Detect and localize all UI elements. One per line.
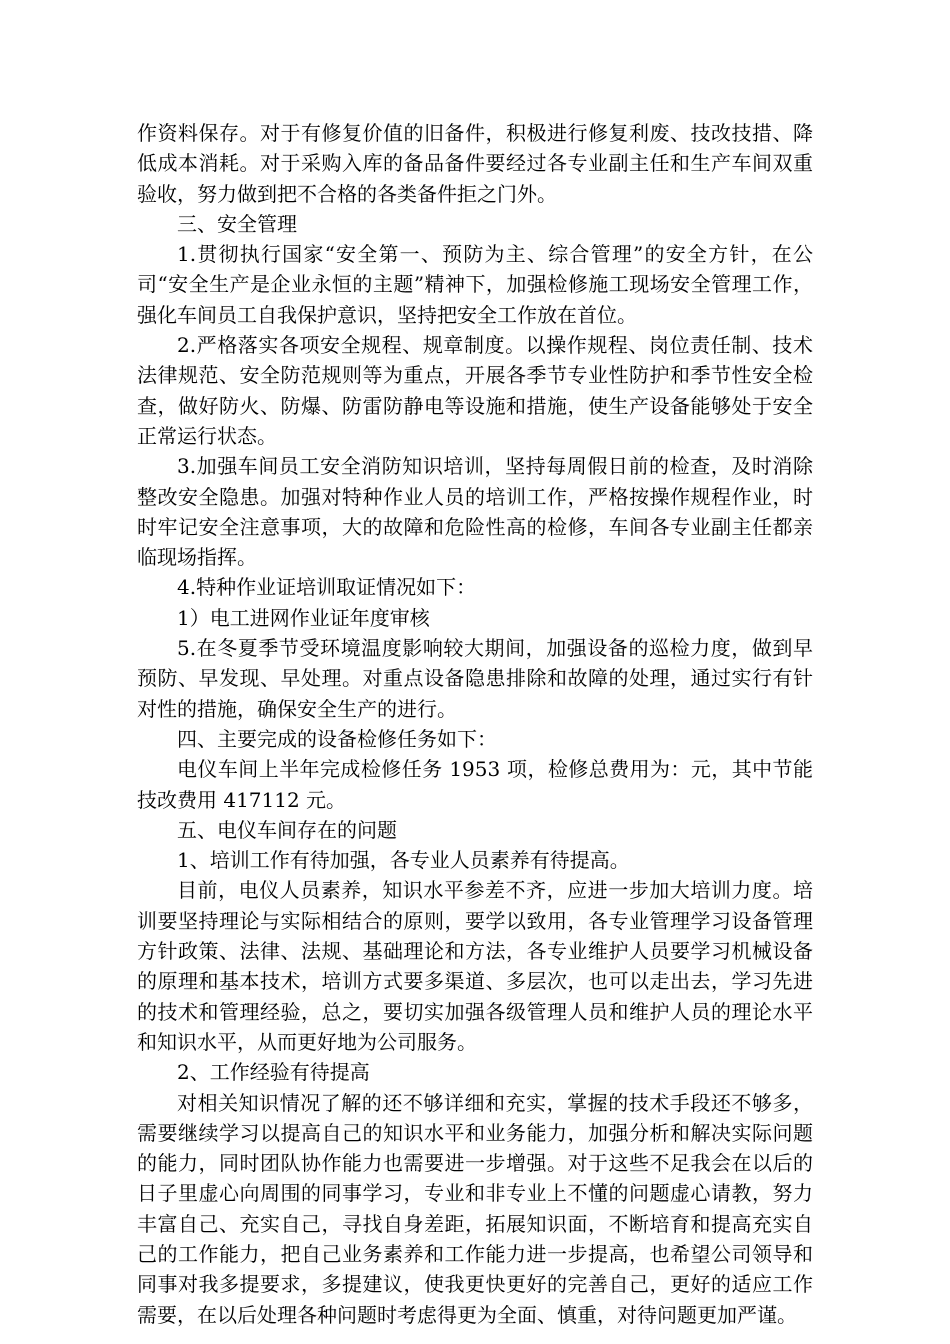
paragraph-item-4: 4.特种作业证培训取证情况如下：	[177, 575, 477, 600]
paragraph-item-2: 2.严格落实各项安全规程、规章制度。以操作规程、岗位责任制、技术法律规范、安全防范规则等为重点，开展各季节专业性防护和季节性安全检查，做好防火、防爆、防雷防静电等设施和措施，使生产设备能够处于安全正常运行状态。	[137, 333, 813, 448]
paragraph-maintenance-summary: 电仪车间上半年完成检修任务 1953 项，检修总费用为：元，其中节能技改费用 417112 元。	[137, 757, 813, 812]
problem-heading-2: 2、工作经验有待提高	[177, 1060, 370, 1085]
paragraph-item-1: 1.贯彻执行国家“安全第一、预防为主、综合管理”的安全方针，在公司“安全生产是企业永恒的主题”精神下，加强检修施工现场安全管理工作，强化车间员工自我保护意识，坚持把安全工作放在首位。	[137, 242, 813, 327]
section-heading-problems: 五、电仪车间存在的问题	[177, 817, 397, 842]
paragraph-continuation: 作资料保存。对于有修复价值的旧备件，积极进行修复利废、技改技措、降低成本消耗。对于采购入库的备品备件要经过各专业副主任和生产车间双重验收，努力做到把不合格的各类备件拒之门外。	[137, 121, 813, 206]
paragraph-experience: 对相关知识情况了解的还不够详细和充实，掌握的技术手段还不够多，需要继续学习以提高自己的知识水平和业务能力，加强分析和解决实际问题的能力，同时团队协作能力也需要进一步增强。对于这些不足我会在以后的日子里虚心向周围的同事学习，专业和非专业上不懂的问题虚心请教，努力丰富自己、充实自己，寻找自身差距，拓展知识面，不断培育和提高充实自己的工作能力，把自己业务素养和工作能力进一步提高，也希望公司领导和同事对我多提要求，多提建议，使我更快更好的完善自己，更好的适应工作需要，在以后处理各种问题时考虑得更为全面、慎重，对待问题更加严谨。	[137, 1090, 813, 1327]
problem-heading-1: 1、培训工作有待加强，各专业人员素养有待提高。	[177, 848, 630, 873]
paragraph-subitem-1: 1）电工进网作业证年度审核	[177, 605, 430, 630]
paragraph-training: 目前，电仪人员素养，知识水平参差不齐，应进一步加大培训力度。培训要坚持理论与实际相结合的原则，要学以致用，各专业管理学习设备管理方针政策、法律、法规、基础理论和方法，各专业维护人员要学习机械设备的原理和基本技术，培训方式要多渠道、多层次，也可以走出去，学习先进的技术和管理经验，总之，要切实加强各级管理人员和维护人员的理论水平和知识水平，从而更好地为公司服务。	[137, 878, 813, 1054]
paragraph-item-3: 3.加强车间员工安全消防知识培训，坚持每周假日前的检查，及时消除整改安全隐患。加强对特种作业人员的培训工作，严格按操作规程作业，时时牢记安全注意事项，大的故障和危险性高的检修，车间各专业副主任都亲临现场指挥。	[137, 454, 813, 570]
section-heading-maintenance-tasks: 四、主要完成的设备检修任务如下：	[177, 726, 497, 751]
document-page	[137, 118, 813, 1330]
paragraph-item-5: 5.在冬夏季节受环境温度影响较大期间，加强设备的巡检力度，做到早预防、早发现、早处理。对重点设备隐患排除和故障的处理，通过实行有针对性的措施，确保安全生产的进行。	[137, 636, 813, 721]
section-heading-safety-management: 三、安全管理	[177, 211, 297, 236]
